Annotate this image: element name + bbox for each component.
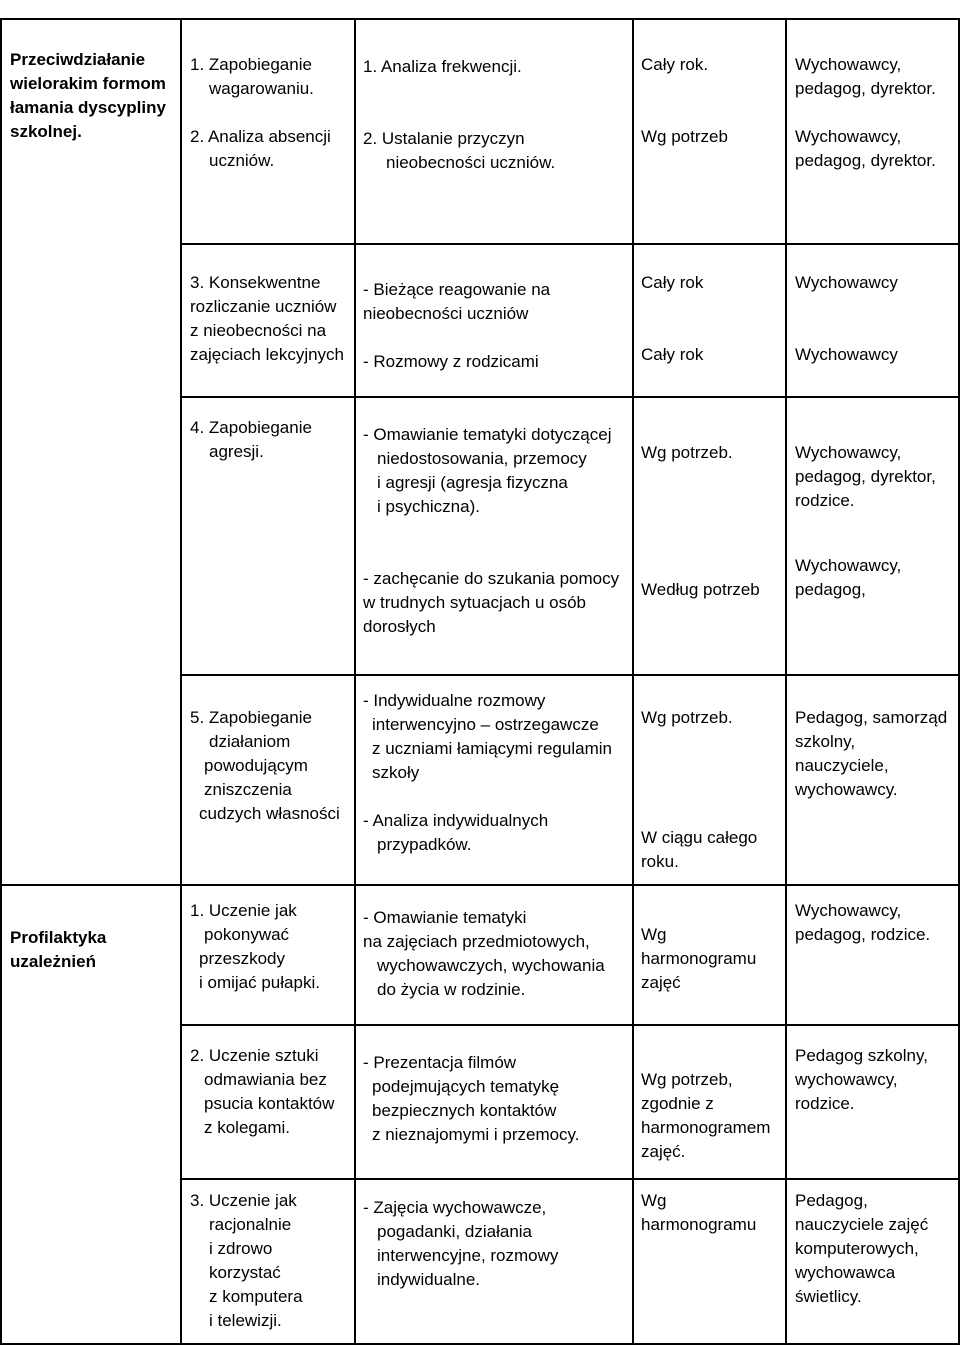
task-cell: 1. Uczenie jak pokonywać przeszkody i omijać pułapki. [190,901,320,992]
responsible-cell: Wychowawcy, pedagog, dyrektor. Wychowawcy, pedagog, dyrektor. [795,55,936,170]
time-cell: Wg potrzeb, zgodnie z harmonogramem zajęć. [641,1070,771,1161]
method-cell: 1. Analiza frekwencji. 2. Ustalanie przyczyn nieobecności uczniów. [363,57,556,172]
method-cell: - Prezentacja filmów podejmujących tematykę bezpiecznych kontaktów z nieznajomymi i przemocy. [363,1053,580,1144]
time-cell: Wg potrzeb. W ciągu całego roku. [641,708,758,871]
time-cell: Cały rok Cały rok [641,273,704,364]
method-cell: - Omawianie tematyki na zajęciach przedmiotowych, wychowawczych, wychowania do życia w rodzinie. [363,908,605,999]
table-bottom-border [0,1343,960,1345]
responsible-cell: Pedagog szkolny, wychowawcy, rodzice. [795,1046,928,1113]
responsible-cell: Wychowawcy, pedagog, dyrektor, rodzice. Wychowawcy, pedagog, [795,443,936,599]
time-cell: Wg harmonogramu zajęć [641,925,757,992]
section-divider [0,884,960,886]
responsible-cell: Wychowawcy, pedagog, rodzice. [795,901,931,944]
method-cell: - Indywidualne rozmowy interwencyjno – ostrzegawcze z uczniami łamiącymi regulamin szkoły - Analiza indywidualnych przypadków. [363,691,612,854]
task-cell: 1. Zapobieganie wagarowaniu. 2. Analiza absencji uczniów. [190,55,331,170]
method-cell: - Bieżące reagowanie na nieobecności uczniów - Rozmowy z rodzicami [363,280,551,371]
row-divider [180,1024,960,1026]
time-cell: Wg harmonogramu [641,1191,757,1234]
method-cell: - Zajęcia wychowawcze, pogadanki, działania interwencyjne, rozmowy indywidualne. [363,1198,559,1289]
method-cell: - Omawianie tematyki dotyczącej niedostosowania, przemocy i agresji (agresja fizyczna i psychiczna). - zachęcanie do szukania pomocy w trudnych sytuacjach u osób dorosłych [363,425,620,636]
responsible-cell: Pedagog, nauczyciele zajęć komputerowych, wychowawca świetlicy. [795,1191,929,1306]
row-divider [180,674,960,676]
responsible-cell: Wychowawcy Wychowawcy [795,273,898,364]
time-cell: Wg potrzeb. Według potrzeb [641,443,760,599]
table-left-border [0,18,2,1345]
col-divider-3 [632,18,634,1345]
task-cell: 2. Uczenie sztuki odmawiania bez psucia kontaktów z kolegami. [190,1046,335,1137]
section-title: Profilaktyka uzależnień [10,928,107,971]
row-divider [180,1178,960,1180]
col-divider-2 [354,18,356,1345]
task-cell: 3. Uczenie jak racjonalnie i zdrowo korzystać z komputera i telewizji. [190,1191,303,1330]
row-divider [180,396,960,398]
col-divider-1 [180,18,182,1345]
time-cell: Cały rok. Wg potrzeb [641,55,728,146]
table-top-border [0,18,960,20]
section-title: Przeciwdziałanie wielorakim formom łamania dyscypliny szkolnej. [10,50,166,141]
col-divider-4 [785,18,787,1345]
task-cell: 4. Zapobieganie agresji. [190,418,312,461]
row-divider [180,243,960,245]
responsible-cell: Pedagog, samorząd szkolny, nauczyciele, wychowawcy. [795,708,948,799]
task-cell: 3. Konsekwentne rozliczanie uczniów z nieobecności na zajęciach lekcyjnych [190,273,345,364]
task-cell: 5. Zapobieganie działaniom powodującym zniszczenia cudzych własności [190,708,340,823]
